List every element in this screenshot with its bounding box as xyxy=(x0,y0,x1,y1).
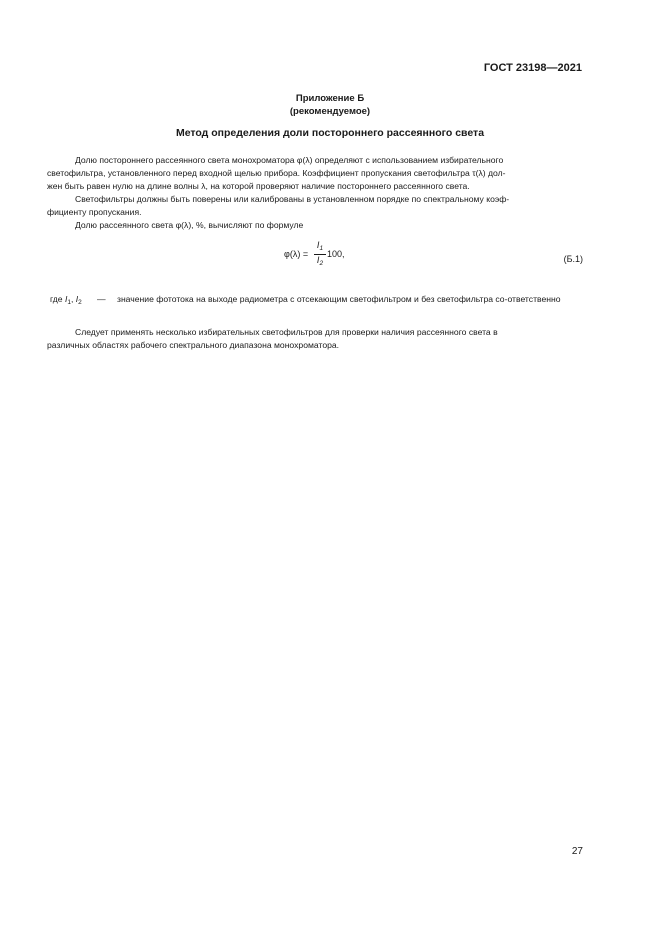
appendix-status: (рекомендуемое) xyxy=(289,106,371,117)
page-number: 27 xyxy=(571,846,583,857)
formula-rhs: 100, xyxy=(327,249,345,259)
paragraph-line: фициенту пропускания. xyxy=(47,207,142,217)
formula-fraction xyxy=(314,240,326,269)
formula-number: (Б.1) xyxy=(563,254,583,264)
formula-numerator: $I_1$ xyxy=(316,240,324,252)
formula-lhs: φ(λ) = xyxy=(284,249,309,259)
document-number: ГОСТ 23198—2021 xyxy=(483,62,582,74)
where-dash: — xyxy=(97,294,106,304)
closing-paragraph xyxy=(47,326,583,352)
section-title: Метод определения доли постороннего рассеянного света xyxy=(175,127,485,139)
paragraph-2 xyxy=(47,193,583,219)
paragraph-line: различных областях рабочего спектрального диапазона монохроматора. xyxy=(47,340,340,350)
where-definition: значение фототока на выходе радиометра с отсекающим светофильтром и без светофильтра со-ответственно xyxy=(117,294,561,304)
appendix-heading xyxy=(150,92,510,118)
paragraph-line: Следует применять несколько избирательных светофильтров для проверки наличия рассеянного света в xyxy=(75,327,498,337)
formula-denominator: $I_2$ xyxy=(316,255,324,267)
paragraph-line: Светофильтры должны быть поверены или калиброваны в установленном порядке по спектральному коэф- xyxy=(75,194,510,204)
paragraph-3 xyxy=(47,219,583,232)
appendix-label: Приложение Б xyxy=(295,93,365,104)
paragraph-line: Долю рассеянного света φ(λ), %, вычисляют по формуле xyxy=(75,220,304,230)
paragraph-line: жен быть равен нулю на длине волны λ, на которой проверяют наличие постороннего рассеянного света. xyxy=(47,181,470,191)
paragraph-line: Долю постороннего рассеянного света монохроматора φ(λ) определяют с использованием избирательного xyxy=(75,155,504,165)
formula-b1 xyxy=(280,240,370,270)
paragraph-1 xyxy=(47,154,583,193)
paragraph-line: светофильтра, установленного перед входной щелью прибора. Коэффициент пропускания светофильтра τ(λ) дол- xyxy=(47,168,506,178)
where-label: где $I_1$, $I_2$ xyxy=(50,294,82,306)
